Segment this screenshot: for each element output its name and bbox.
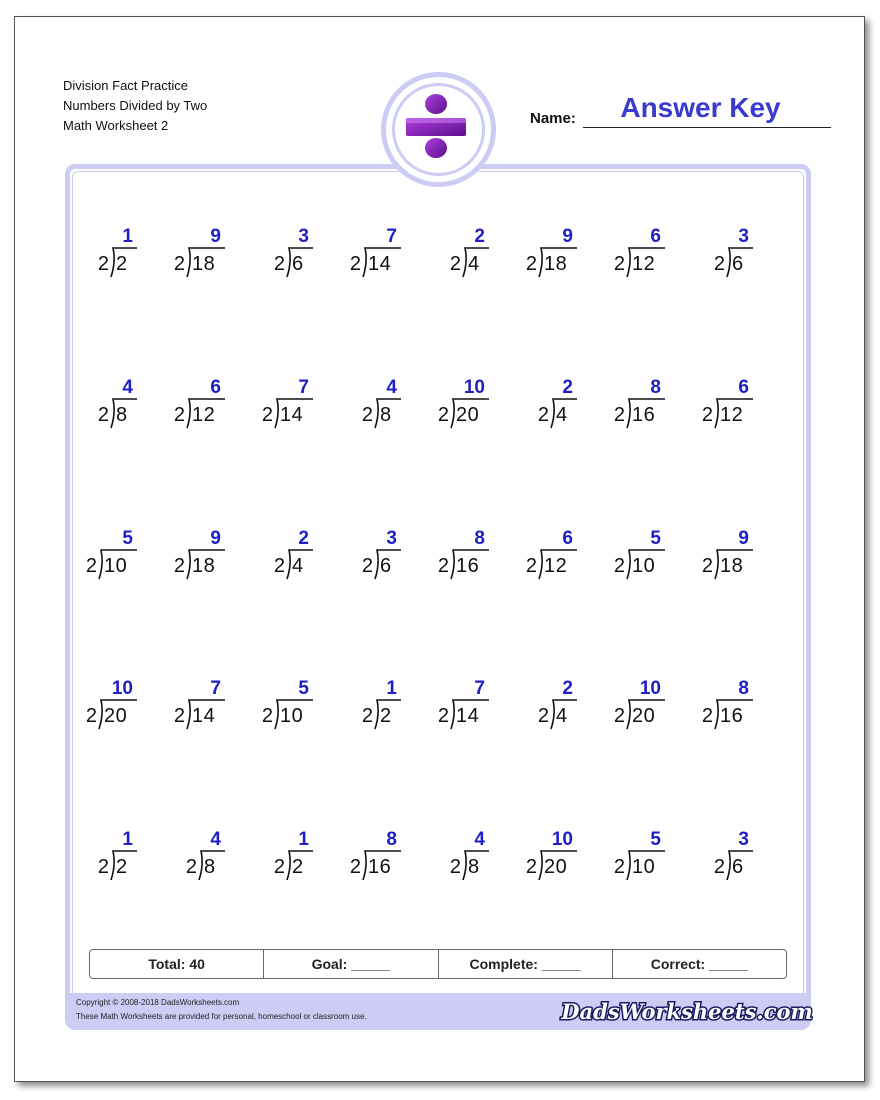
dividend: 6 [292,253,304,275]
totals-bar [89,949,787,979]
dividend: 16 [456,555,480,577]
quotient: 3 [738,226,749,247]
divisor: 2 [349,253,361,275]
brand-logo [561,996,813,1026]
dividend: 2 [292,856,304,878]
quotient: 6 [562,528,573,549]
quotient: 1 [298,829,309,850]
quotient: 4 [474,829,485,850]
quotient: 4 [122,377,133,398]
quotient: 1 [386,678,397,699]
quotient: 2 [298,528,309,549]
divisor: 2 [361,705,373,727]
divisor: 2 [97,404,109,426]
quotient: 5 [298,678,309,699]
divisor: 2 [261,404,273,426]
quotient: 9 [210,226,221,247]
divisor: 2 [261,705,273,727]
dividend: 2 [116,856,128,878]
dividend: 10 [280,705,304,727]
usage-note: These Math Worksheets are provided for personal, homeschool or classroom use. [76,1012,367,1021]
dividend: 8 [468,856,480,878]
quotient: 7 [474,678,485,699]
divisor: 2 [525,253,537,275]
name-line [583,127,831,128]
quotient: 8 [386,829,397,850]
quotient: 4 [210,829,221,850]
quotient: 8 [474,528,485,549]
divisor: 2 [85,705,97,727]
quotient: 10 [551,829,573,850]
dividend: 8 [204,856,216,878]
divisor: 2 [449,856,461,878]
divisor: 2 [613,253,625,275]
quotient: 10 [111,678,133,699]
divisor: 2 [173,404,185,426]
divisor: 2 [701,555,713,577]
problems-frame-inner [72,171,804,1023]
dividend: 4 [468,253,480,275]
quotient: 2 [562,678,573,699]
quotient: 1 [122,829,133,850]
quotient: 1 [122,226,133,247]
complete-cell: Complete: _____ [439,950,613,978]
divisor: 2 [713,253,725,275]
dividend: 18 [544,253,568,275]
dividend: 12 [720,404,744,426]
dividend: 8 [380,404,392,426]
quotient: 3 [386,528,397,549]
quotient: 5 [650,528,661,549]
quotient: 7 [386,226,397,247]
divisor: 2 [97,253,109,275]
quotient: 5 [650,829,661,850]
divisor: 2 [349,856,361,878]
dividend: 10 [104,555,128,577]
division-sign-icon [381,72,496,187]
divisor: 2 [437,705,449,727]
quotient: 5 [122,528,133,549]
dividend: 8 [116,404,128,426]
divisor: 2 [613,856,625,878]
quotient: 6 [210,377,221,398]
dividend: 4 [556,705,568,727]
divisor: 2 [437,404,449,426]
worksheet-title: Division Fact Practice [63,78,188,93]
dividend: 16 [368,856,392,878]
worksheet-number: Math Worksheet 2 [63,118,169,133]
dividend: 2 [116,253,128,275]
divisor: 2 [173,253,185,275]
quotient: 10 [463,377,485,398]
divisor: 2 [613,705,625,727]
quotient: 10 [639,678,661,699]
problems-frame [65,164,811,1030]
dividend: 18 [192,555,216,577]
quotient: 8 [650,377,661,398]
divisor: 2 [701,705,713,727]
copyright-text: Copyright © 2008-2018 DadsWorksheets.com [76,998,240,1007]
dividend: 18 [720,555,744,577]
dividend: 12 [192,404,216,426]
quotient: 2 [474,226,485,247]
divisor: 2 [173,555,185,577]
dividend: 16 [720,705,744,727]
dividend: 20 [456,404,480,426]
dividend: 10 [632,555,656,577]
name-label: Name: [530,110,576,127]
dividend: 16 [632,404,656,426]
dividend: 12 [544,555,568,577]
divisor: 2 [713,856,725,878]
dividend: 20 [104,705,128,727]
divisor: 2 [525,856,537,878]
quotient: 6 [650,226,661,247]
divisor: 2 [701,404,713,426]
dividend: 20 [544,856,568,878]
dividend: 14 [280,404,304,426]
quotient: 3 [738,829,749,850]
divisor: 2 [361,404,373,426]
divisor: 2 [361,555,373,577]
total-cell: Total: 40 [90,950,264,978]
divisor: 2 [173,705,185,727]
dividend: 18 [192,253,216,275]
dividend: 6 [732,253,744,275]
divisor: 2 [185,856,197,878]
dividend: 6 [380,555,392,577]
dividend: 4 [292,555,304,577]
divisor: 2 [537,705,549,727]
dividend: 12 [632,253,656,275]
quotient: 9 [562,226,573,247]
worksheet-subtitle: Numbers Divided by Two [63,98,208,113]
divisor: 2 [85,555,97,577]
divisor: 2 [273,856,285,878]
divisor: 2 [449,253,461,275]
quotient: 2 [562,377,573,398]
quotient: 6 [738,377,749,398]
dividend: 14 [456,705,480,727]
quotient: 3 [298,226,309,247]
quotient: 4 [386,377,397,398]
quotient: 7 [210,678,221,699]
goal-cell: Goal: _____ [264,950,438,978]
divisor: 2 [97,856,109,878]
divisor: 2 [613,555,625,577]
dividend: 2 [380,705,392,727]
quotient: 7 [298,377,309,398]
dividend: 14 [192,705,216,727]
divisor: 2 [273,555,285,577]
answer-key-label: Answer Key [620,92,781,123]
dividend: 10 [632,856,656,878]
quotient: 9 [738,528,749,549]
dividend: 20 [632,705,656,727]
dividend: 14 [368,253,392,275]
dividend: 4 [556,404,568,426]
quotient: 9 [210,528,221,549]
divisor: 2 [613,404,625,426]
brand-text: DadsWorksheets.com [561,999,813,1024]
quotient: 8 [738,678,749,699]
divisor: 2 [437,555,449,577]
divisor: 2 [273,253,285,275]
divisor: 2 [525,555,537,577]
correct-cell: Correct: _____ [650,956,749,972]
dividend: 6 [732,856,744,878]
divisor: 2 [537,404,549,426]
